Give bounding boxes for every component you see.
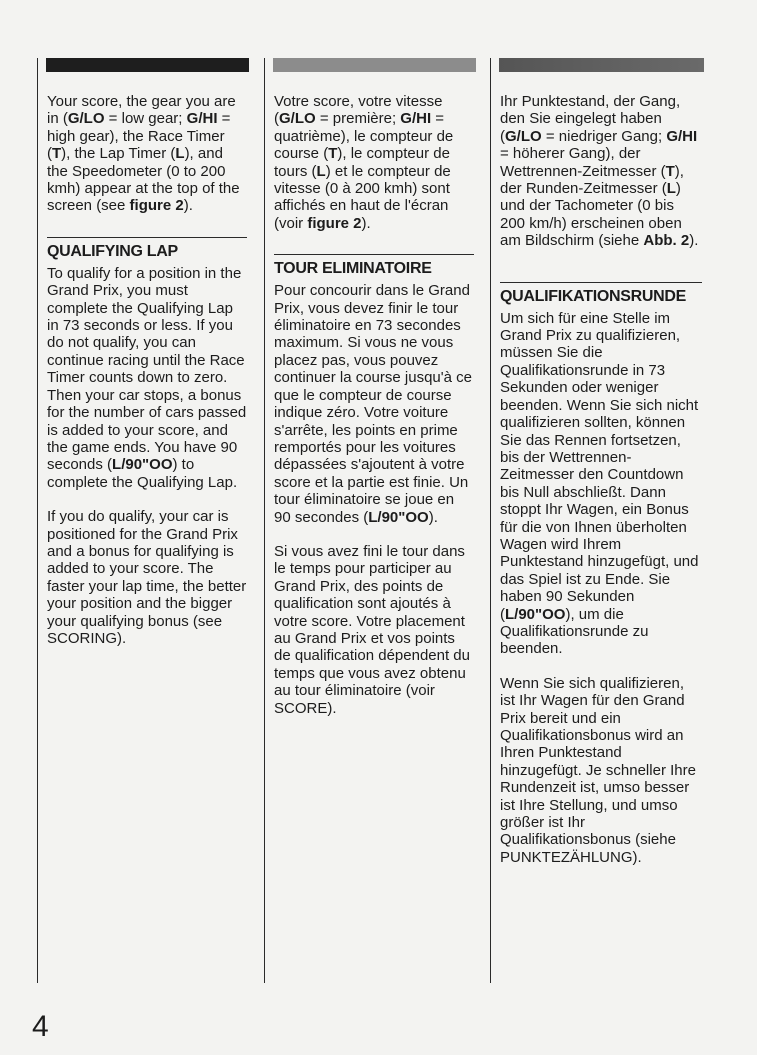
english-section-rule (47, 237, 247, 238)
german-paragraph-1: Um sich für eine Stelle im Grand Prix zu qualifizieren, müssen Sie die Qualifikationsrunde in 73 Sekunden oder weniger beenden. Wenn Sie sich nicht qualifizieren sollten, können Sie das Rennen fortsetzen, bis der Wettrennen-Zeitmesser den Countdown bis Null abschließt. Dann stoppt Ihr Wagen, ein Bonus für die von Ihnen überholten Wagen wird Ihrem Punktestand hinzugefügt, und das Spiel ist zu Ende. Sie haben 90 Sekunden (L/90"OO), um die Qualifikationsrunde zu beenden. (500, 309, 699, 658)
german-intro: Ihr Punktestand, der Gang, den Sie eingelegt haben (G/LO = niedriger Gang; G/HI = höherer Gang), der Wettrennen-Zeitmesser (T), der Runden-Zeitmesser (L) und der Tachometer (0 bis 200 km/h) erscheinen oben am Bildschirm (siehe Abb. 2). (500, 93, 699, 250)
german-section-rule (500, 282, 702, 283)
english-column (37, 58, 249, 983)
german-header-bar (499, 58, 704, 72)
english-paragraph-1: To qualify for a position in the Grand Prix, you must complete the Qualifying Lap in 73 seconds or less. If you do not qualify, you can continue racing until the Race Timer counts down to zero. Then your car stops, a bonus for the number of cars passed is added to your score, and the game ends. You have 90 seconds (L/90"OO) to complete the Qualifying Lap. (47, 264, 247, 491)
french-column (264, 58, 476, 983)
german-section-heading: QUALIFIKATIONSRUNDE (500, 287, 686, 305)
french-section-rule (274, 254, 474, 255)
english-section-heading: QUALIFYING LAP (47, 242, 178, 260)
english-paragraph-2: If you do qualify, your car is positioned for the Grand Prix and a bonus for qualifying is added to your score. The faster your lap time, the better your position and the bigger your qualifying bonus (see SCORING). (47, 508, 247, 647)
french-header-bar (273, 58, 476, 72)
german-column (490, 58, 704, 983)
french-intro: Votre score, votre vitesse (G/LO = première; G/HI = quatrième), le compteur de course (T), le compteur de tours (L) et le compteur de vitesse (0 à 200 kmh) sont affichés en haut de l'écran (voir figure 2). (274, 93, 454, 232)
french-section-heading: TOUR ELIMINATOIRE (274, 260, 432, 278)
english-intro: Your score, the gear you are in (G/LO = low gear; G/HI = high gear), the Race Timer (T), the Lap Timer (L), and the Speedometer (0 to 200 kmh) appear at the top of the screen (see figure 2). (47, 93, 240, 215)
page-number: 4 (32, 1010, 49, 1043)
english-header-bar (46, 58, 249, 72)
french-paragraph-1: Pour concourir dans le Grand Prix, vous devez finir le tour éliminatoire en 73 secondes maximum. Si vous ne vous placez pas, vous pouvez continuer la course jusqu'à ce que le compteur de course indique zéro. Votre voiture s'arrête, les points en prime remportés pour les voitures dépassées s'ajoutent à votre score et la partie est finie. Un tour éliminatoire se joue en 90 secondes (L/90"OO). (274, 282, 472, 526)
german-paragraph-2: Wenn Sie sich qualifizieren, ist Ihr Wagen für den Grand Prix bereit und ein Qualifikationsbonus wird an Ihren Punktestand hinzugefügt. Je schneller Ihre Rundenzeit ist, umso besser ist Ihre Stellung, und umso größer ist Ihr Qualifikationsbonus (siehe PUNKTEZÄHLUNG). (500, 674, 696, 866)
french-paragraph-2: Si vous avez fini le tour dans le temps pour participer au Grand Prix, des points de qualification sont ajoutés à votre score. Votre placement au Grand Prix et vos points de qualification dépendent du temps que vous avez obtenu au tour éliminatoire (voir SCORE). (274, 542, 470, 717)
